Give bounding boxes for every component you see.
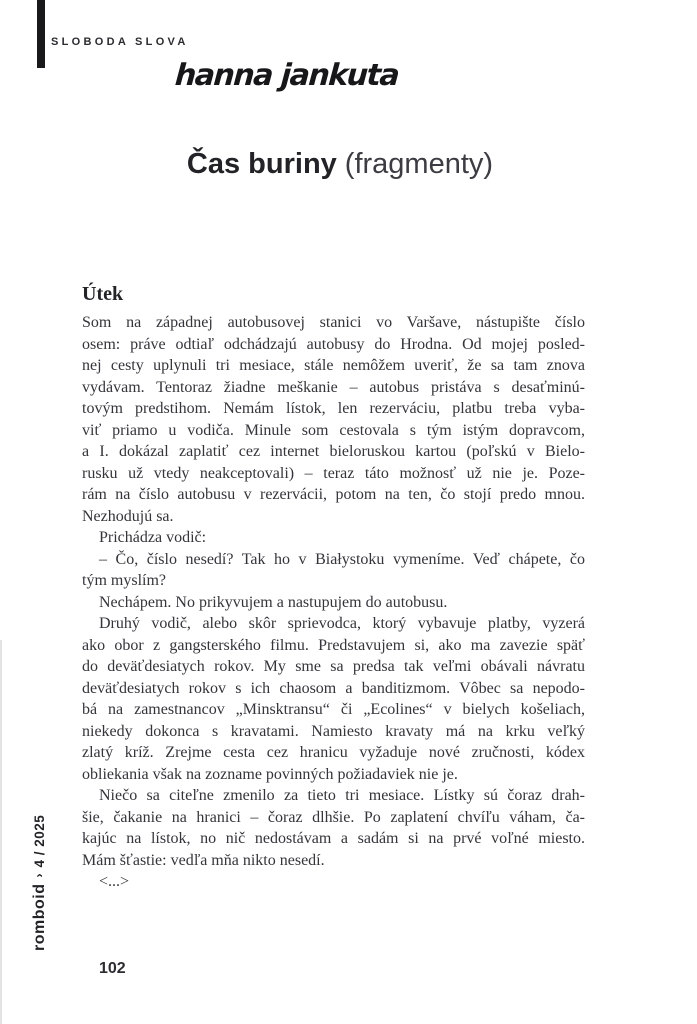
body-line: rám na číslo autobusu v rezervácii, potom na ten, čo stojí predo mnou. [82, 486, 585, 503]
body-line: Nezhodujú sa. [82, 507, 174, 525]
body-line: osem: práve odtiaľ odchádzajú autobusy do Hrodna. Od mojej posled- [82, 335, 585, 353]
journal-name: romboid [31, 883, 48, 951]
chevron-separator-icon: › [32, 873, 46, 878]
journal-issue: 4 / 2025 [32, 814, 47, 868]
body-line: do deväťdesiatych rokov. My sme sa predsa tak veľmi obávali návratu [82, 658, 585, 675]
body-line: Niečo sa citeľne zmenilo za tieto tri mesiace. Lístky sú čoraz drah- [99, 787, 585, 804]
body-line: tým myslím? [82, 572, 166, 589]
body-line: – Čo, číslo nesedí? Tak ho v Białystoku vymeníme. Veď chápete, čo [99, 550, 585, 568]
scan-edge-artifact [0, 640, 2, 1024]
section-label: SLOBODA SLOVA [51, 36, 189, 48]
body-line: šie, čakanie na hranici – čoraz dlhšie. Po zaplatení chvíľu váham, ča- [82, 808, 585, 826]
body-text [82, 312, 585, 893]
body-line: obliekania však na zozname povinných požiadaviek nie je. [82, 765, 458, 783]
chapter-heading: Útek [82, 283, 124, 305]
body-line: Mám šťastie: vedľa mňa nikto nesedí. [82, 851, 325, 869]
body-line: a I. dokázal zaplatiť cez internet bieloruskou kartou (poľskú v Bielo- [82, 443, 585, 460]
body-line: deväťdesiatych rokov s ich chaosom a banditizmom. Vôbec sa nepodo- [82, 679, 585, 697]
body-line: tovým predstihom. Nemám lístok, len rezerváciu, platbu treba vyba- [82, 400, 585, 417]
body-line: <...> [99, 873, 130, 890]
body-line: Druhý vodič, alebo skôr sprievodca, ktorý vybavuje platby, vyzerá [99, 615, 585, 632]
body-line: nej cesty uplynuli tri mesiace, stále nemôžem uveriť, že sa tam znova [82, 357, 585, 374]
journal-sidebar [31, 815, 49, 951]
article-title-subtitle: (fragmenty) [344, 148, 494, 180]
article-title [85, 148, 595, 181]
page-number: 102 [99, 960, 126, 977]
body-line: kajúc na lístok, no nič nedostávam a sadám si na prvé voľné miesto. [82, 830, 585, 847]
body-line: zlatý kríž. Zrejme cesta cez hranicu vyžaduje nové zručnosti, kódex [82, 744, 585, 761]
section-accent-bar [37, 0, 45, 68]
body-line: bá na zamestnancov „Minsktransu“ či „Ecolines“ v bielych košeliach, [82, 701, 585, 718]
body-line: viť priamo u vodiča. Minule som cestovala s tým istým dopravcom, [82, 421, 585, 439]
body-line: Som na západnej autobusovej stanici vo Varšave, nástupište číslo [82, 314, 585, 331]
body-line: rusku už vtedy neakceptovali) – teraz táto možnosť už nie je. Poze- [82, 464, 585, 482]
body-line: ako obor z gangsterského filmu. Predstavujem si, ako ma zavezie späť [82, 636, 585, 654]
body-line: Nechápem. No prikyvujem a nastupujem do autobusu. [99, 593, 448, 611]
body-line: niekedy dokonca s kravatami. Namiesto kravaty má na krku veľký [82, 722, 585, 740]
body-line: Prichádza vodič: [99, 529, 207, 546]
body-line: vydávam. Tentoraz žiadne meškanie – autobus pristáva s desaťminú- [82, 378, 585, 396]
author-name: hanna jankuta [173, 58, 400, 93]
article-title-main: Čas buriny [186, 148, 337, 180]
